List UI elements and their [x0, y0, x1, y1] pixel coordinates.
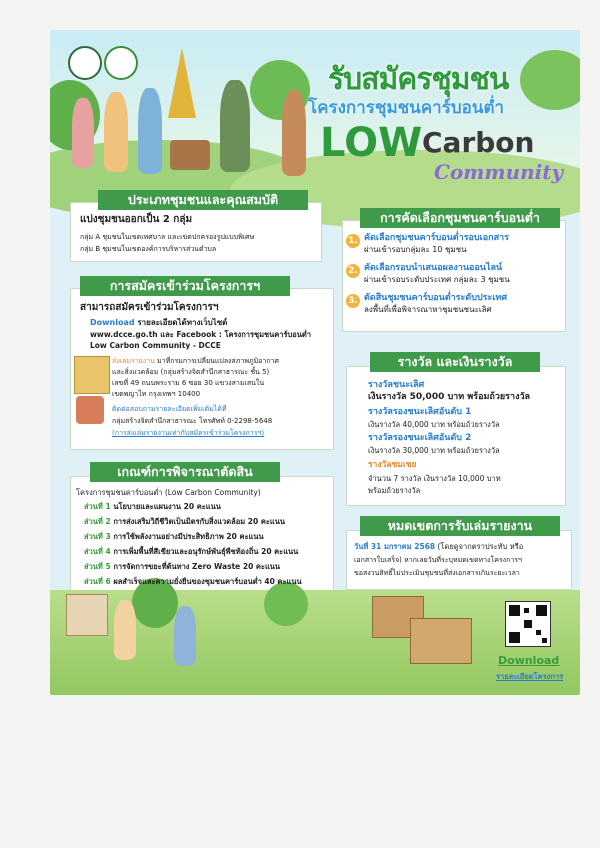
person-figure — [282, 90, 306, 176]
criteria-item — [84, 502, 221, 512]
apply-note: (การส่งเล่มรายงานเท่ากับสมัครเข้าร่วมโครงการฯ) — [112, 429, 265, 437]
pagoda-icon — [168, 48, 196, 118]
awards-honor-detail1: จำนวน 7 รางวัล เงินรางวัล 10,000 บาท — [368, 474, 501, 483]
selection-step-title: คัดเลือกรอบนำเสนอผลงานออนไลน์ — [364, 263, 503, 273]
criteria-item-label: ส่วนที่ 5 — [84, 562, 111, 571]
criteria-item-text: การใช้พลังงานอย่างมีประสิทธิภาพ 20 คะแนน — [110, 532, 264, 541]
apply-contact-label: ติดต่อสอบถามรายละเอียดเพิ่มเติมได้ที่ — [112, 405, 227, 413]
apply-send-label: ส่งเล่มรายงาน — [112, 357, 155, 365]
person-figure — [104, 92, 128, 172]
criteria-item — [84, 577, 302, 587]
awards-honor-title: รางวัลชมเชย — [368, 460, 417, 470]
apply-download-line — [90, 318, 227, 328]
criteria-item — [84, 547, 298, 557]
awards-third-title: รางวัลรองชนะเลิศอันดับ 2 — [368, 433, 472, 443]
apply-download-label: Download — [90, 318, 135, 327]
selection-step-number: 2. — [346, 264, 360, 278]
criteria-item-text: ผลสำเร็จและความยั่งยืนของชุมชนคาร์บอนต่ำ 40 คะแนน — [110, 577, 302, 586]
awards-second-title: รางวัลรองชนะเลิศอันดับ 1 — [368, 407, 472, 417]
title-community: Community — [434, 160, 564, 184]
selection-step-number: 1. — [346, 234, 360, 248]
apply-send-text: มาที่กรมการเปลี่ยนแปลงสภาพภูมิอากาศ — [154, 357, 279, 365]
apply-fb-line: Low Carbon Community - DCCE — [90, 341, 221, 350]
child-figure — [174, 606, 196, 666]
criteria-item-text: การส่งเสริมวิถีชีวิตเป็นมิตรกับสิ่งแวดล้อม 20 คะแนน — [110, 517, 285, 526]
awards-first-detail: เงินรางวัล 50,000 บาท พร้อมถ้วยรางวัล — [368, 392, 531, 402]
apply-heading: การสมัครเข้าร่วมโครงการฯ — [80, 276, 290, 296]
title-carbon: Carbon — [422, 126, 535, 159]
house-icon — [66, 594, 108, 636]
criteria-item-text: การเพิ่มพื้นที่สีเขียวและอนุรักษ์พันธุ์พืชท้องถิ่น 20 คะแนน — [110, 547, 299, 556]
apply-download-text: รายละเอียดได้ทางเว็บไซต์ — [134, 318, 228, 327]
criteria-item-label: ส่วนที่ 4 — [84, 547, 111, 556]
title-main: รับสมัครชุมชน — [328, 62, 509, 97]
criteria-item — [84, 532, 264, 542]
deadline-line2: เอกสารใบเสร็จ) หากเลยวันที่ระบุหมดเขตทางโครงการฯ — [354, 556, 522, 564]
selection-step-title: ตัดสินชุมชนคาร์บอนต่ำระดับประเทศ — [364, 293, 508, 303]
apply-intro: สามารถสมัครเข้าร่วมโครงการฯ — [80, 302, 219, 313]
criteria-item-text: นโยบายและแผนงาน 20 คะแนน — [110, 502, 221, 511]
apply-send-line2: และสิ่งแวดล้อม (กลุ่มสร้างจิตสำนึกสาธารณะ ชั้น 5) — [112, 368, 270, 376]
awards-third-detail: เงินรางวัล 30,000 บาท พร้อมถ้วยรางวัล — [368, 446, 500, 455]
apply-send-line4: เขตพญาไท กรุงเทพฯ 10400 — [112, 390, 201, 398]
criteria-intro: โครงการชุมชนคาร์บอนต่ำ (Low Carbon Community) — [76, 488, 261, 497]
apply-send-line3: เลขที่ 49 ถนนพระราม 6 ซอย 30 แขวงสามเสนใน — [112, 379, 265, 387]
types-group-b: กลุ่ม B ชุมชนในเขตองค์การบริหารส่วนตำบล — [80, 245, 217, 253]
apply-contact-line: กลุ่มสร้างจิตสำนึกสาธารณะ โทรศัพท์ 0-2298-5648 — [112, 417, 273, 425]
person-figure — [138, 88, 162, 174]
selection-step-number: 3. — [346, 294, 360, 308]
criteria-item-label: ส่วนที่ 6 — [84, 577, 111, 586]
documents-icon — [74, 356, 110, 394]
types-group-a: กลุ่ม A ชุมชนในเขตเทศบาล และเขตปกครองรูปแบบพิเศษ — [80, 233, 255, 241]
criteria-item-label: ส่วนที่ 2 — [84, 517, 111, 526]
download-label[interactable]: Download — [498, 654, 560, 667]
awards-heading: รางวัล และเงินรางวัล — [370, 352, 540, 372]
selection-heading: การคัดเลือกชุมชนคาร์บอนต่ำ — [360, 208, 560, 228]
awards-second-detail: เงินรางวัล 40,000 บาท พร้อมถ้วยรางวัล — [368, 420, 500, 429]
selection-step-title: คัดเลือกชุมชนคาร์บอนต่ำรอบเอกสาร — [364, 233, 509, 243]
criteria-heading: เกณฑ์การพิจารณาตัดสิน — [90, 462, 280, 482]
box-icon — [410, 618, 472, 664]
qr-code[interactable] — [505, 601, 551, 647]
tree-icon — [264, 582, 308, 626]
title-sub: โครงการชุมชนคาร์บอนต่ำ — [308, 98, 505, 118]
types-heading: ประเภทชุมชนและคุณสมบัติ — [98, 190, 308, 210]
person-figure — [72, 98, 94, 168]
person-figure — [220, 80, 250, 172]
awards-honor-detail2: พร้อมถ้วยรางวัล — [368, 486, 421, 495]
deadline-line3: ขอสงวนสิทธิ์ไม่ประเมินชุมชนที่ส่งเอกสารเกินระยะเวลา — [354, 569, 520, 577]
apply-send-line1 — [112, 356, 279, 366]
apply-web-line: www.dcce.go.th และ Facebook : โครงการชุมชนคาร์บอนต่ำ — [90, 330, 311, 339]
phone-icon — [76, 396, 104, 424]
criteria-item — [84, 562, 280, 572]
deadline-line1-text: (โดยดูจากตราประทับ หรือ — [435, 542, 524, 551]
awards-first-title: รางวัลชนะเลิศ — [368, 380, 425, 390]
dcce-logo-icon — [104, 46, 138, 80]
download-sub[interactable]: รายละเอียดโครงการ — [496, 672, 564, 681]
types-intro: แบ่งชุมชนออกเป็น 2 กลุ่ม — [80, 214, 193, 225]
title-low: LOW — [320, 120, 423, 166]
criteria-item-label: ส่วนที่ 3 — [84, 532, 111, 541]
deadline-line1 — [354, 542, 523, 552]
selection-step-detail: ลงพื้นที่เพื่อพิจารณาหาชุมชนชนะเลิศ — [364, 305, 492, 314]
criteria-item-label: ส่วนที่ 1 — [84, 502, 111, 511]
deadline-heading: หมดเขตการรับเล่มรายงาน — [360, 516, 560, 536]
ministry-logo-icon — [68, 46, 102, 80]
cart-icon — [170, 140, 210, 170]
selection-step-detail: ผ่านเข้ารอบระดับประเทศ กลุ่มละ 3 ชุมชน — [364, 275, 510, 284]
criteria-item-text: การจัดการขยะที่ต้นทาง Zero Waste 20 คะแนน — [110, 562, 281, 571]
poster — [50, 30, 580, 695]
criteria-item — [84, 517, 285, 527]
selection-step-detail: ผ่านเข้ารอบกลุ่มละ 10 ชุมชน — [364, 245, 467, 254]
deadline-date: วันที่ 31 มกราคม 2568 — [354, 542, 436, 551]
child-figure — [114, 600, 136, 660]
